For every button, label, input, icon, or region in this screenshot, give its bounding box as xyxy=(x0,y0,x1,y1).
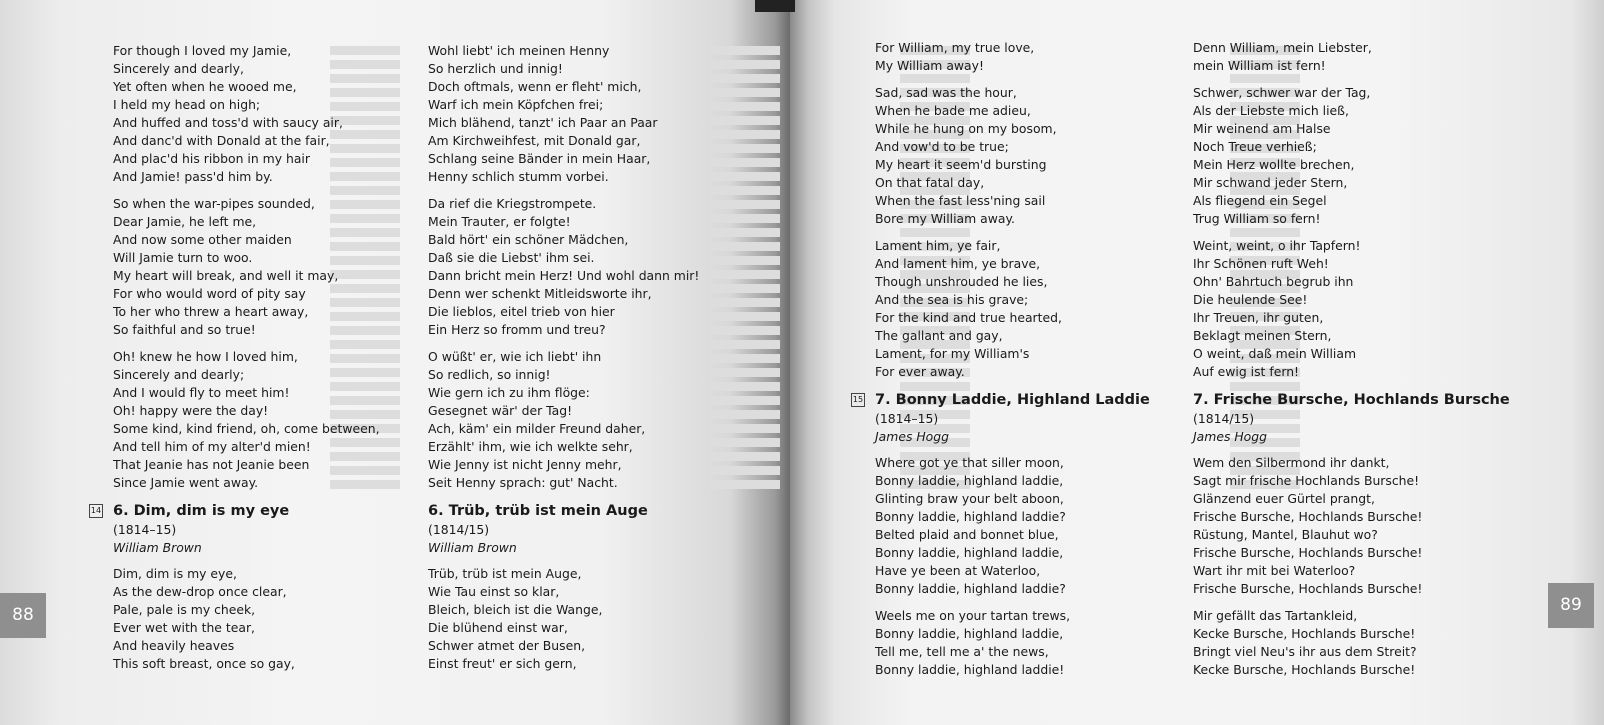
verse-line: Where got ye that siller moon, xyxy=(875,455,1064,470)
verse-line: Denn wer schenkt Mitleidsworte ihr, xyxy=(428,286,652,301)
verse-line: Ach, käm' ein milder Freund daher, xyxy=(428,421,646,436)
poem-title: 7. Bonny Laddie, Highland Laddie xyxy=(875,392,1150,408)
verse-line: While he hung on my bosom, xyxy=(875,121,1057,136)
verse-line: Seit Henny sprach: gut' Nacht. xyxy=(428,475,618,490)
verse-line: Mir weinend am Halse xyxy=(1193,121,1331,136)
verse-line: Wart ihr mit bei Waterloo? xyxy=(1193,563,1356,578)
verse-line: Bonny laddie, highland laddie! xyxy=(875,662,1065,677)
stanza xyxy=(113,348,380,492)
verse-line: Bore my William away. xyxy=(875,211,1015,226)
verse-line: When he bade me adieu, xyxy=(875,103,1031,118)
verse-line: Rüstung, Mantel, Blauhut wo? xyxy=(1193,527,1378,542)
verse-line: Auf ewig ist fern! xyxy=(1193,364,1300,379)
verse-line: Oh! happy were the day! xyxy=(113,403,269,418)
verse-line: Mich blähend, tanzt' ich Paar an Paar xyxy=(428,115,658,130)
verse-line: So when the war-pipes sounded, xyxy=(113,196,315,211)
poem-dates: (1814–15) xyxy=(113,522,177,537)
verse-line: Bonny laddie, highland laddie, xyxy=(875,473,1064,488)
verse-line: Bald hört' ein schöner Mädchen, xyxy=(428,232,629,247)
verse-line: Gesegnet wär' der Tag! xyxy=(428,403,573,418)
verse-line: So herzlich und innig! xyxy=(428,61,563,76)
verse-line: Mir schwand jeder Stern, xyxy=(1193,175,1348,190)
left-page xyxy=(0,0,790,725)
verse-line: Since Jamie went away. xyxy=(113,475,259,490)
german-column xyxy=(428,42,699,673)
verse-line: My heart will break, and well it may, xyxy=(113,268,339,283)
verse-line: Though unshrouded he lies, xyxy=(875,274,1048,289)
stanza xyxy=(428,348,699,492)
english-column xyxy=(852,39,1150,688)
verse-line: I held my head on high; xyxy=(113,97,261,112)
stanza xyxy=(113,195,380,339)
verse-line: Pale, pale is my cheek, xyxy=(113,602,256,617)
track-number-box: 14 xyxy=(89,504,103,518)
verse-line: Kecke Bursche, Hochlands Bursche! xyxy=(1193,662,1416,677)
verse-line: Bleich, bleich ist die Wange, xyxy=(428,602,603,617)
verse-line: Bonny laddie, highland laddie, xyxy=(875,545,1064,560)
verse-line: Sad, sad was the hour, xyxy=(875,85,1017,100)
verse-line: Ohn' Bahrtuch begrub ihn xyxy=(1193,274,1354,289)
verse-line: That Jeanie has not Jeanie been xyxy=(113,457,310,472)
stanza xyxy=(428,195,699,339)
verse-line: And tell him of my alter'd mien! xyxy=(113,439,311,454)
verse-line: Sincerely and dearly; xyxy=(113,367,245,382)
verse-line: Beklagt meinen Stern, xyxy=(1193,328,1332,343)
verse-line: Am Kirchweihfest, mit Donald gar, xyxy=(428,133,641,148)
verse-line: Frische Bursche, Hochlands Bursche! xyxy=(1193,509,1423,524)
verse-line: Schwer, schwer war der Tag, xyxy=(1193,85,1371,100)
poem-title: 7. Frische Bursche, Hochlands Bursche xyxy=(1193,392,1510,408)
poem-heading-block xyxy=(852,390,1150,679)
verse-line: Will Jamie turn to woo. xyxy=(113,250,253,265)
poem-dates: (1814/15) xyxy=(1193,411,1255,426)
verse-line: This soft breast, once so gay, xyxy=(113,656,295,671)
verse-line: And vow'd to be true; xyxy=(875,139,1009,154)
poem-heading-block xyxy=(90,501,380,673)
stanza xyxy=(875,237,1150,381)
verse-line: Have ye been at Waterloo, xyxy=(875,563,1041,578)
poem-author: James Hogg xyxy=(875,429,949,444)
verse-line: mein William ist fern! xyxy=(1193,58,1326,73)
verse-line: On that fatal day, xyxy=(875,175,985,190)
verse-line: Belted plaid and bonnet blue, xyxy=(875,527,1059,542)
stanza xyxy=(1193,39,1510,75)
poem-author: William Brown xyxy=(428,540,517,555)
verse-line: And now some other maiden xyxy=(113,232,292,247)
verse-line: When the fast less'ning sail xyxy=(875,193,1046,208)
show-through-text xyxy=(710,42,780,494)
verse-line: Sincerely and dearly, xyxy=(113,61,244,76)
verse-line: Glinting braw your belt aboon, xyxy=(875,491,1064,506)
verse-line: And I would fly to meet him! xyxy=(113,385,290,400)
verse-line: Wie gern ich zu ihm flöge: xyxy=(428,385,590,400)
verse-line: And the sea is his grave; xyxy=(875,292,1029,307)
verse-line: Da rief die Kriegstrompete. xyxy=(428,196,597,211)
verse-line: Die heulende See! xyxy=(1193,292,1308,307)
verse-line: For though I loved my Jamie, xyxy=(113,43,292,58)
verse-line: Sagt mir frische Hochlands Bursche! xyxy=(1193,473,1420,488)
verse-line: Ever wet with the tear, xyxy=(113,620,255,635)
stanza xyxy=(875,454,1150,598)
verse-line: Oh! knew he how I loved him, xyxy=(113,349,298,364)
german-column xyxy=(1193,39,1510,688)
poem-heading-block xyxy=(1193,390,1510,679)
verse-line: Schlang seine Bänder in mein Haar, xyxy=(428,151,651,166)
verse-line: Bringt viel Neu's ihr aus dem Streit? xyxy=(1193,644,1417,659)
poem-dates: (1814–15) xyxy=(875,411,939,426)
verse-line: My William away! xyxy=(875,58,984,73)
verse-line: Lament, for my William's xyxy=(875,346,1030,361)
verse-line: Schwer atmet der Busen, xyxy=(428,638,586,653)
verse-line: Trüb, trüb ist mein Auge, xyxy=(428,566,582,581)
verse-line: Trug William so fern! xyxy=(1193,211,1321,226)
poem-dates: (1814/15) xyxy=(428,522,490,537)
verse-line: Wem den Silbermond ihr dankt, xyxy=(1193,455,1390,470)
verse-line: My heart it seem'd bursting xyxy=(875,157,1047,172)
stanza xyxy=(1193,237,1510,381)
verse-line: For who would word of pity say xyxy=(113,286,306,301)
verse-line: For the kind and true hearted, xyxy=(875,310,1062,325)
verse-line: Als fliegend ein Segel xyxy=(1193,193,1327,208)
book-spine-shadow xyxy=(755,0,795,12)
verse-line: And Jamie! pass'd him by. xyxy=(113,169,273,184)
verse-line: Doch oftmals, wenn er fleht' mich, xyxy=(428,79,642,94)
poem-heading-block xyxy=(428,501,699,673)
stanza xyxy=(875,607,1150,679)
stanza xyxy=(113,42,380,186)
verse-line: Mir gefällt das Tartankleid, xyxy=(1193,608,1358,623)
poem-title: 6. Dim, dim is my eye xyxy=(113,503,290,519)
verse-line: Warf ich mein Köpfchen frei; xyxy=(428,97,604,112)
verse-line: Wie Tau einst so klar, xyxy=(428,584,560,599)
verse-line: And heavily heaves xyxy=(113,638,235,653)
verse-line: Mein Herz wollte brechen, xyxy=(1193,157,1355,172)
stanza xyxy=(1193,84,1510,228)
verse-line: For ever away. xyxy=(875,364,965,379)
verse-line: Henny schlich stumm vorbei. xyxy=(428,169,609,184)
verse-line: For William, my true love, xyxy=(875,40,1035,55)
verse-line: Ein Herz so fromm und treu? xyxy=(428,322,606,337)
page-number-tab: 89 xyxy=(1548,583,1594,628)
verse-line: Die lieblos, eitel trieb von hier xyxy=(428,304,615,319)
verse-line: Als der Liebste mich ließ, xyxy=(1193,103,1349,118)
poem-author: James Hogg xyxy=(1193,429,1267,444)
verse-line: Yet often when he wooed me, xyxy=(113,79,297,94)
verse-line: Dim, dim is my eye, xyxy=(113,566,237,581)
verse-line: Noch Treue verhieß; xyxy=(1193,139,1317,154)
verse-line: Tell me, tell me a' the news, xyxy=(875,644,1049,659)
verse-line: Wohl liebt' ich meinen Henny xyxy=(428,43,610,58)
stanza xyxy=(875,84,1150,228)
verse-line: Bonny laddie, highland laddie? xyxy=(875,509,1066,524)
verse-line: Frische Bursche, Hochlands Bursche! xyxy=(1193,545,1423,560)
track-number-box: 15 xyxy=(851,393,865,407)
verse-line: Mein Trauter, er folgte! xyxy=(428,214,571,229)
verse-line: To her who threw a heart away, xyxy=(113,304,309,319)
verse-line: Some kind, kind friend, oh, come between, xyxy=(113,421,380,436)
verse-line: O weint, daß mein William xyxy=(1193,346,1357,361)
verse-line: Wie Jenny ist nicht Jenny mehr, xyxy=(428,457,622,472)
verse-line: Denn William, mein Liebster, xyxy=(1193,40,1372,55)
verse-line: Bonny laddie, highland laddie, xyxy=(875,626,1064,641)
verse-line: And danc'd with Donald at the fair, xyxy=(113,133,330,148)
verse-line: And huffed and toss'd with saucy air, xyxy=(113,115,343,130)
verse-line: Kecke Bursche, Hochlands Bursche! xyxy=(1193,626,1416,641)
english-column xyxy=(90,42,380,673)
verse-line: Frische Bursche, Hochlands Bursche! xyxy=(1193,581,1423,596)
verse-line: Die blühend einst war, xyxy=(428,620,568,635)
verse-line: The gallant and gay, xyxy=(875,328,1003,343)
poem-title: 6. Trüb, trüb ist mein Auge xyxy=(428,503,648,519)
verse-line: And lament him, ye brave, xyxy=(875,256,1041,271)
stanza xyxy=(428,42,699,186)
stanza xyxy=(1193,607,1510,679)
page-number-tab: 88 xyxy=(0,593,46,638)
verse-line: Dann bricht mein Herz! Und wohl dann mir! xyxy=(428,268,700,283)
verse-line: As the dew-drop once clear, xyxy=(113,584,287,599)
verse-line: Einst freut' er sich gern, xyxy=(428,656,577,671)
verse-line: Weels me on your tartan trews, xyxy=(875,608,1071,623)
stanza xyxy=(1193,454,1510,598)
verse-line: So redlich, so innig! xyxy=(428,367,551,382)
verse-line: Daß sie die Liebst' ihm sei. xyxy=(428,250,595,265)
verse-line: Erzählt' ihm, wie ich welkte sehr, xyxy=(428,439,633,454)
verse-line: O wüßt' er, wie ich liebt' ihn xyxy=(428,349,602,364)
verse-line: Glänzend euer Gürtel prangt, xyxy=(1193,491,1375,506)
poem-author: William Brown xyxy=(113,540,202,555)
verse-line: Ihr Schönen ruft Weh! xyxy=(1193,256,1329,271)
right-page xyxy=(790,0,1604,725)
verse-line: Weint, weint, o ihr Tapfern! xyxy=(1193,238,1361,253)
verse-line: And plac'd his ribbon in my hair xyxy=(113,151,310,166)
verse-line: Dear Jamie, he left me, xyxy=(113,214,257,229)
verse-line: Lament him, ye fair, xyxy=(875,238,1001,253)
verse-line: So faithful and so true! xyxy=(113,322,256,337)
verse-line: Bonny laddie, highland laddie? xyxy=(875,581,1066,596)
verse-line: Ihr Treuen, ihr guten, xyxy=(1193,310,1324,325)
stanza xyxy=(875,39,1150,75)
